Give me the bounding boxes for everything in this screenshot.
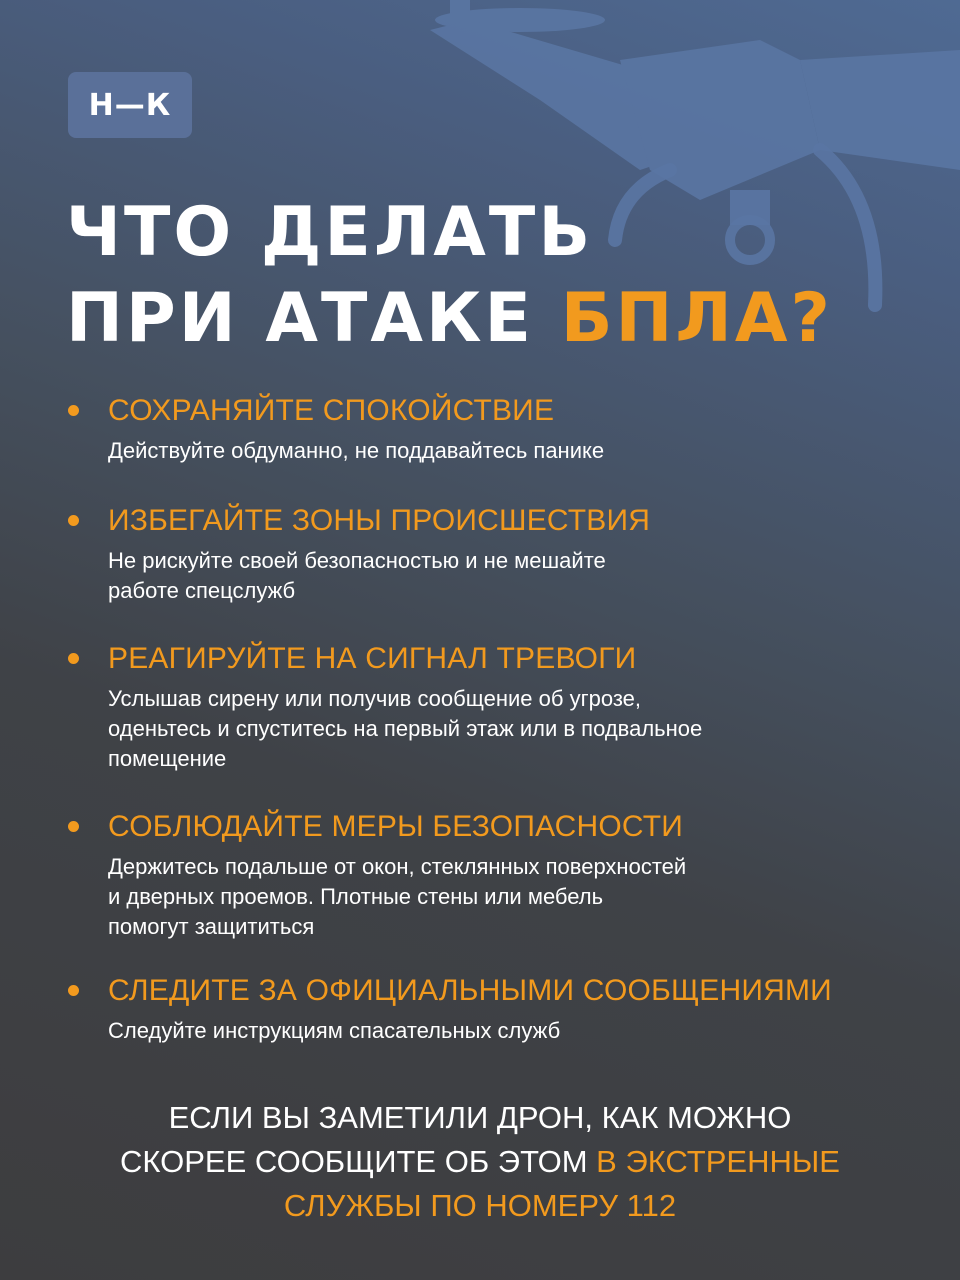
bullet-dot-icon (68, 821, 79, 832)
emergency-notice (60, 1096, 900, 1228)
logo-text: Н—К (88, 87, 172, 123)
tip-description: Услышав сирену или получив сообщение об угрозе, оденьтесь и спуститесь на первый этаж или в подвальное помещение (108, 686, 703, 771)
bullet-dot-icon (68, 405, 79, 416)
tip-item (66, 640, 926, 774)
tip-description: Держитесь подальше от окон, стеклянных поверхностей и дверных проемов. Плотные стены или мебель помогут защититься (108, 854, 687, 939)
bullet-dot-icon (68, 985, 79, 996)
tip-title: СЛЕДИТЕ ЗА ОФИЦИАЛЬНЫМИ СООБЩЕНИЯМИ (108, 974, 832, 1007)
tip-description: Действуйте обдуманно, не поддавайтесь панике (108, 438, 605, 463)
tip-item (66, 392, 926, 466)
tip-title: СОХРАНЯЙТЕ СПОКОЙСТВИЕ (108, 394, 555, 427)
bullet-dot-icon (68, 653, 79, 664)
title-line-1: ЧТО ДЕЛАТЬ (66, 193, 594, 272)
title-line-2-prefix: ПРИ АТАКЕ (66, 279, 561, 358)
page-title (66, 190, 916, 362)
brand-logo (68, 72, 192, 138)
tip-item (66, 502, 926, 606)
tip-description: Не рискуйте своей безопасностью и не мешайте работе спецслужб (108, 548, 606, 603)
notice-text: ЕСЛИ ВЫ ЗАМЕТИЛИ ДРОН, КАК МОЖНО СКОРЕЕ СООБЩИТЕ ОБ ЭТОМ (120, 1100, 792, 1179)
bullet-dot-icon (68, 515, 79, 526)
tip-title: ИЗБЕГАЙТЕ ЗОНЫ ПРОИСШЕСТВИЯ (108, 504, 651, 537)
tip-title: РЕАГИРУЙТЕ НА СИГНАЛ ТРЕВОГИ (108, 642, 637, 675)
tips-list (66, 392, 926, 1046)
tip-title: СОБЛЮДАЙТЕ МЕРЫ БЕЗОПАСНОСТИ (108, 810, 684, 843)
title-line-2-accent: БПЛА? (560, 279, 833, 358)
notice-accent-text: В ЭКСТРЕННЫЕ СЛУЖБЫ ПО НОМЕРУ 112 (283, 1144, 840, 1223)
tip-item (66, 808, 926, 942)
tip-description: Следуйте инструкциям спасательных служб (108, 1018, 561, 1043)
tip-item (66, 972, 926, 1046)
